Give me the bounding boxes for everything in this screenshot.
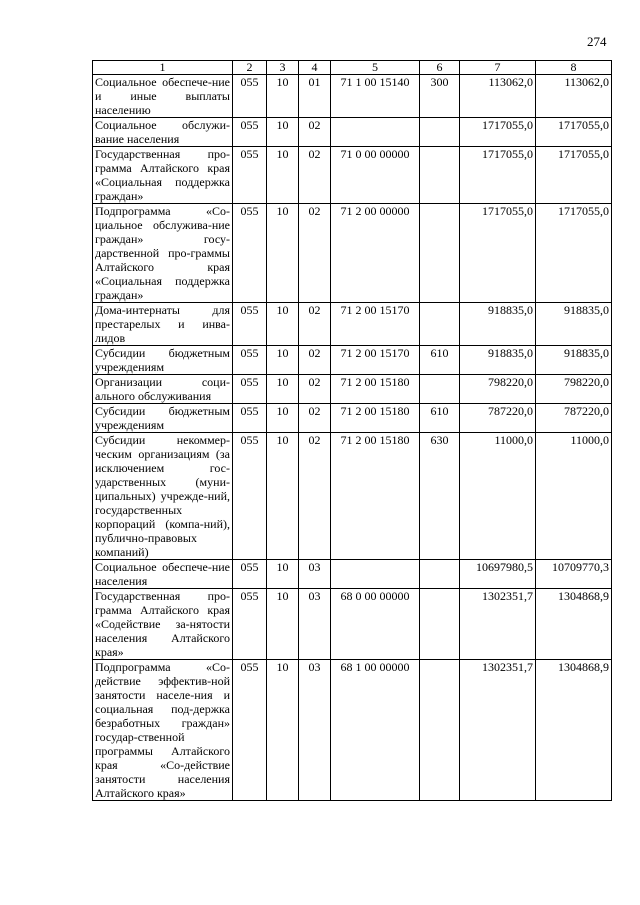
row-col-6: [420, 147, 460, 204]
row-col-4: 02: [299, 204, 331, 303]
row-col-3: 10: [267, 75, 299, 118]
row-col-6: [420, 560, 460, 589]
row-col-8: 10709770,3: [536, 560, 612, 589]
table-row: [93, 204, 612, 303]
row-col-3: 10: [267, 147, 299, 204]
header-col-2: 2: [233, 61, 267, 75]
row-name: Подпрограмма «Со-действие эффектив-ной занятости населе-ния и социальная под-держка безработных граждан» государ-ственной программы Алтайского края «Со-действие занятости населения Алтайского края»: [93, 660, 233, 801]
row-col-7: 787220,0: [460, 404, 536, 433]
row-col-8: 1304868,9: [536, 589, 612, 660]
row-col-6: [420, 375, 460, 404]
row-col-2: 055: [233, 346, 267, 375]
row-col-8: 1717055,0: [536, 204, 612, 303]
row-col-8: 798220,0: [536, 375, 612, 404]
row-col-3: 10: [267, 589, 299, 660]
row-col-6: [420, 303, 460, 346]
row-name: Дома-интернаты для престарелых и инва-лидов: [93, 303, 233, 346]
row-col-7: 798220,0: [460, 375, 536, 404]
row-col-7: 1302351,7: [460, 589, 536, 660]
table-row: [93, 375, 612, 404]
row-col-8: 11000,0: [536, 433, 612, 560]
table-row: [93, 147, 612, 204]
row-col-6: [420, 660, 460, 801]
row-col-2: 055: [233, 118, 267, 147]
row-col-6: 610: [420, 404, 460, 433]
row-col-7: 1302351,7: [460, 660, 536, 801]
row-col-2: 055: [233, 375, 267, 404]
row-col-6: [420, 118, 460, 147]
row-col-2: 055: [233, 75, 267, 118]
row-col-4: 02: [299, 147, 331, 204]
row-col-5: 71 2 00 15170: [331, 346, 420, 375]
row-col-5: 71 2 00 15180: [331, 375, 420, 404]
row-col-4: 02: [299, 404, 331, 433]
row-col-5: 71 2 00 15180: [331, 404, 420, 433]
row-col-4: 02: [299, 118, 331, 147]
row-col-6: 610: [420, 346, 460, 375]
header-col-8: 8: [536, 61, 612, 75]
row-col-8: 918835,0: [536, 346, 612, 375]
row-col-4: 03: [299, 560, 331, 589]
row-name: Организации соци-ального обслуживания: [93, 375, 233, 404]
row-col-4: 02: [299, 303, 331, 346]
table-row: [93, 346, 612, 375]
row-col-6: [420, 589, 460, 660]
row-col-7: 918835,0: [460, 303, 536, 346]
row-name: Субсидии бюджетным учреждениям: [93, 346, 233, 375]
row-col-8: 918835,0: [536, 303, 612, 346]
row-name: Государственная про-грамма Алтайского края «Содействие за-нятости населения Алтайского края»: [93, 589, 233, 660]
row-col-3: 10: [267, 118, 299, 147]
row-col-4: 02: [299, 433, 331, 560]
budget-table: [92, 60, 612, 801]
table-body: [93, 75, 612, 801]
row-col-3: 10: [267, 560, 299, 589]
row-col-5: 71 1 00 15140: [331, 75, 420, 118]
row-col-3: 10: [267, 375, 299, 404]
row-col-2: 055: [233, 303, 267, 346]
table-row: [93, 118, 612, 147]
row-col-5: 71 2 00 15170: [331, 303, 420, 346]
row-col-7: 1717055,0: [460, 204, 536, 303]
row-col-5: 71 2 00 15180: [331, 433, 420, 560]
row-col-7: 113062,0: [460, 75, 536, 118]
row-col-5: 71 2 00 00000: [331, 204, 420, 303]
row-col-8: 1717055,0: [536, 147, 612, 204]
row-col-5: [331, 560, 420, 589]
row-col-3: 10: [267, 204, 299, 303]
row-col-2: 055: [233, 660, 267, 801]
row-name: Государственная про-грамма Алтайского края «Социальная поддержка граждан»: [93, 147, 233, 204]
table-row: [93, 303, 612, 346]
header-col-5: 5: [331, 61, 420, 75]
row-col-7: 918835,0: [460, 346, 536, 375]
header-col-1: 1: [93, 61, 233, 75]
header-col-6: 6: [420, 61, 460, 75]
row-name: Социальное обслужи-вание населения: [93, 118, 233, 147]
row-name: Субсидии некоммер-ческим организациям (за исключением гос-ударственных (муни-ципальных) учрежде-ний, государственных корпораций (компа-ний), публично-правовых компаний): [93, 433, 233, 560]
header-col-4: 4: [299, 61, 331, 75]
row-col-6: 300: [420, 75, 460, 118]
row-col-8: 787220,0: [536, 404, 612, 433]
row-col-2: 055: [233, 404, 267, 433]
header-col-7: 7: [460, 61, 536, 75]
row-col-5: 71 0 00 00000: [331, 147, 420, 204]
table-row: [93, 560, 612, 589]
row-col-6: 630: [420, 433, 460, 560]
row-name: Социальное обеспече-ние населения: [93, 560, 233, 589]
row-col-4: 02: [299, 346, 331, 375]
page-number: 274: [587, 34, 607, 49]
row-col-7: 10697980,5: [460, 560, 536, 589]
table-row: [93, 589, 612, 660]
row-name: Подпрограмма «Со-циальное обслужива-ние граждан» госу-дарственной про-граммы Алтайского края «Социальная поддержка граждан»: [93, 204, 233, 303]
row-name: Субсидии бюджетным учреждениям: [93, 404, 233, 433]
row-col-3: 10: [267, 346, 299, 375]
table-row: [93, 433, 612, 560]
row-col-2: 055: [233, 560, 267, 589]
row-col-8: 1717055,0: [536, 118, 612, 147]
row-name: Социальное обеспече-ние и иные выплаты населению: [93, 75, 233, 118]
row-col-6: [420, 204, 460, 303]
row-col-5: 68 1 00 00000: [331, 660, 420, 801]
row-col-7: 11000,0: [460, 433, 536, 560]
row-col-8: 113062,0: [536, 75, 612, 118]
table-row: [93, 404, 612, 433]
row-col-2: 055: [233, 433, 267, 560]
row-col-2: 055: [233, 147, 267, 204]
row-col-4: 01: [299, 75, 331, 118]
row-col-3: 10: [267, 433, 299, 560]
header-col-3: 3: [267, 61, 299, 75]
row-col-4: 03: [299, 660, 331, 801]
row-col-2: 055: [233, 589, 267, 660]
row-col-7: 1717055,0: [460, 147, 536, 204]
row-col-5: 68 0 00 00000: [331, 589, 420, 660]
row-col-3: 10: [267, 303, 299, 346]
row-col-2: 055: [233, 204, 267, 303]
row-col-4: 02: [299, 375, 331, 404]
row-col-3: 10: [267, 660, 299, 801]
row-col-5: [331, 118, 420, 147]
row-col-4: 03: [299, 589, 331, 660]
row-col-3: 10: [267, 404, 299, 433]
header-row: [93, 61, 612, 75]
table-row: [93, 660, 612, 801]
row-col-7: 1717055,0: [460, 118, 536, 147]
table-row: [93, 75, 612, 118]
row-col-8: 1304868,9: [536, 660, 612, 801]
